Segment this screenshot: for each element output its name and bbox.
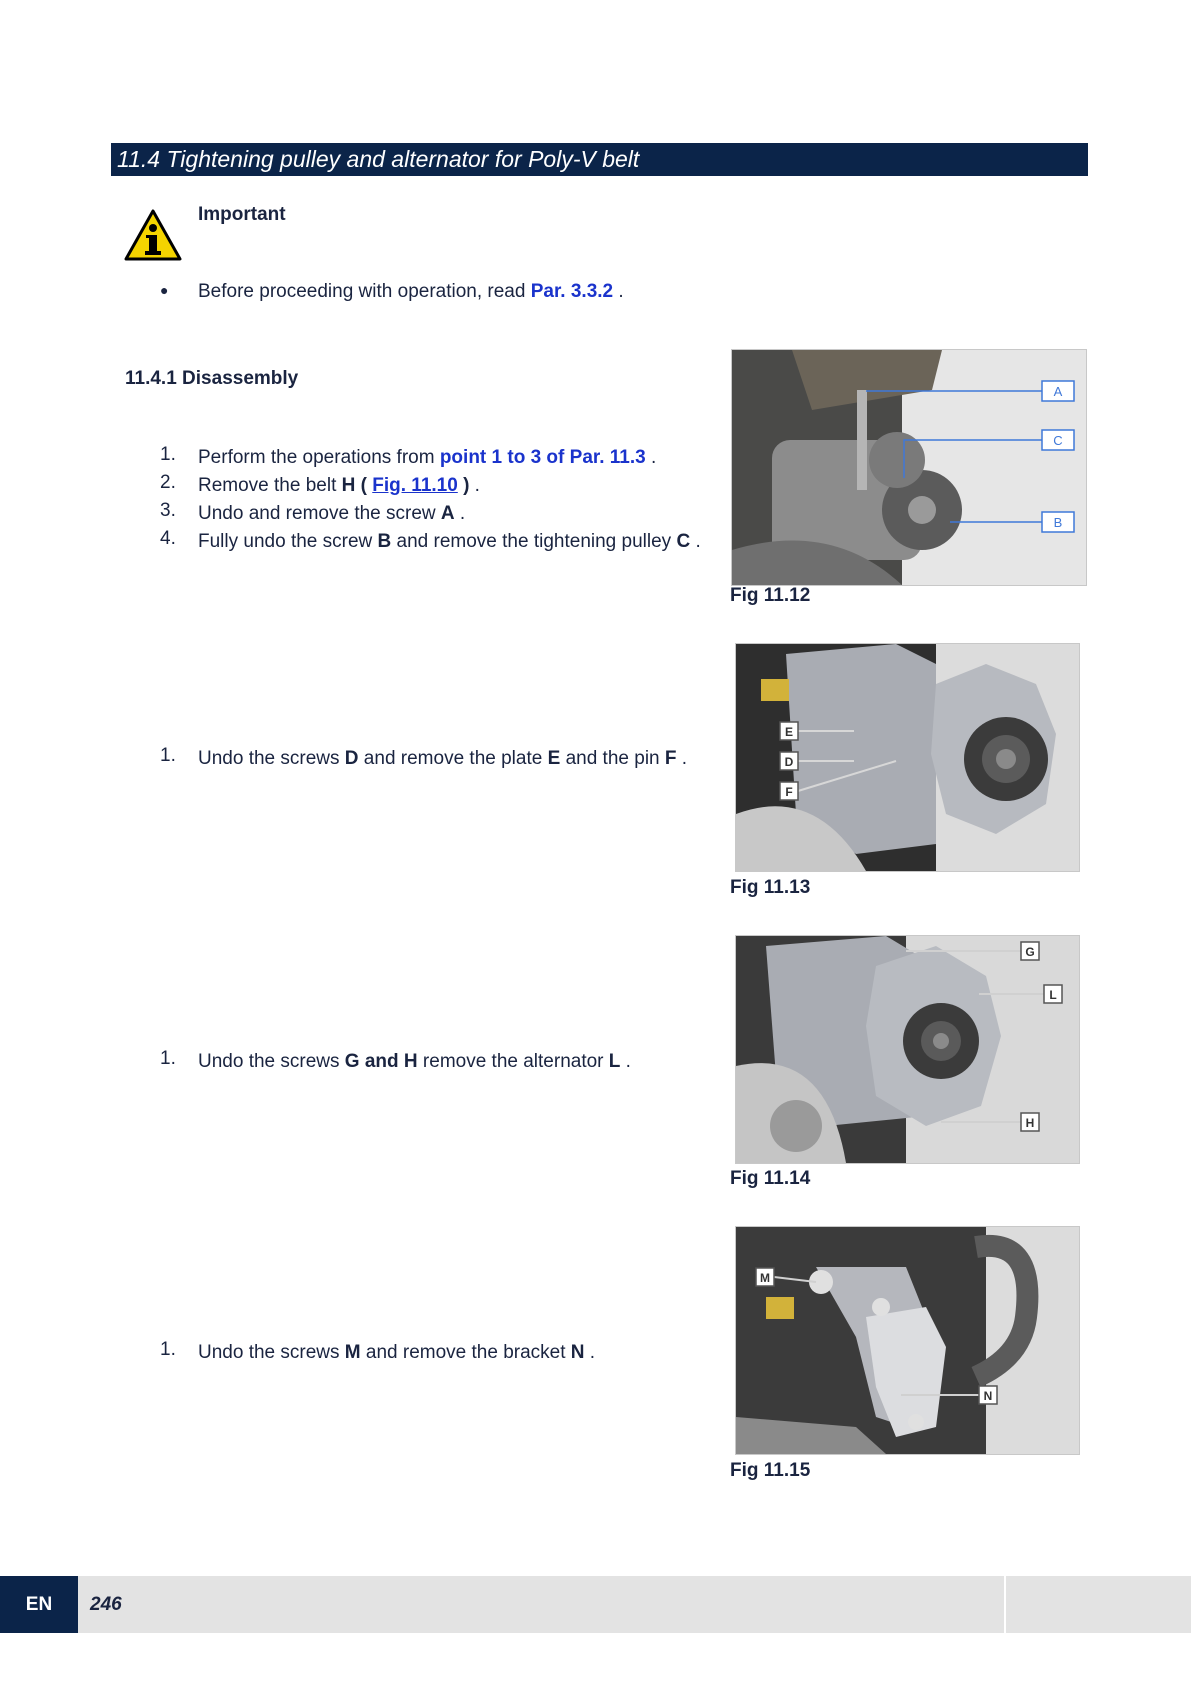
step-text: .: [676, 748, 688, 769]
step-text: Undo the screws: [198, 1051, 345, 1072]
step-text: .: [584, 1342, 596, 1363]
steps-group-4: [160, 1340, 710, 1368]
step-number: 1.: [160, 1339, 176, 1360]
step-number: 4.: [160, 528, 176, 549]
step-text: and remove the plate: [358, 748, 548, 769]
step-text: Undo the screws: [198, 1342, 345, 1363]
figure-label: E: [784, 725, 794, 739]
page-footer: [0, 1576, 1191, 1633]
step-text: Undo and remove the screw: [198, 503, 441, 524]
steps-group-2: [160, 746, 710, 774]
bullet-dot: ●: [160, 282, 169, 298]
list-item: [160, 501, 710, 526]
figure-label: A: [1053, 384, 1063, 399]
section-title: 11.4 Tightening pulley and alternator for Poly-V belt: [111, 143, 1088, 176]
steps-group-3: [160, 1049, 710, 1077]
important-label: Important: [198, 204, 286, 225]
step-text: Perform the operations from: [198, 447, 440, 468]
figure-label: B: [1053, 515, 1063, 530]
step-bold: ): [457, 475, 470, 496]
figure-label: F: [785, 785, 793, 799]
figure-11-15-caption: Fig 11.15: [730, 1460, 811, 1481]
step-bold: L: [608, 1051, 621, 1072]
figure-11-12-image: [731, 349, 1087, 586]
step-bold: F: [664, 748, 677, 769]
step-text: and remove the tightening pulley: [391, 531, 677, 552]
step-bold: C: [676, 531, 691, 552]
page-number: 246: [90, 1594, 122, 1615]
step-text: and the pin: [560, 748, 665, 769]
step-number: 2.: [160, 472, 176, 493]
fig-11-10-link[interactable]: Fig. 11.10: [372, 475, 458, 496]
step-text: Remove the belt: [198, 475, 342, 496]
step-bold: E: [547, 748, 561, 769]
step-text: .: [454, 503, 466, 524]
figure-label: G: [1025, 945, 1035, 959]
list-item: [160, 1340, 710, 1365]
step-bold: M: [344, 1342, 361, 1363]
figure-11-15-image: [735, 1226, 1080, 1455]
step-text: .: [620, 1051, 631, 1072]
figure-11-14-caption: Fig 11.14: [730, 1168, 811, 1189]
step-number: 1.: [160, 745, 176, 766]
step-number: 1.: [160, 444, 176, 465]
step-text: and remove the bracket: [360, 1342, 571, 1363]
step-text: .: [690, 531, 701, 552]
figure-11-13-image: [735, 643, 1080, 872]
point-1-to-3-link[interactable]: point 1 to 3 of Par. 11.3: [439, 447, 646, 468]
figure-11-13-caption: Fig 11.13: [730, 877, 811, 898]
footer-divider: [1004, 1576, 1006, 1633]
figure-label: N: [983, 1389, 993, 1403]
step-bold: A: [440, 503, 455, 524]
step-text: Undo the screws: [198, 748, 345, 769]
figure-label: M: [760, 1271, 770, 1285]
list-item: [160, 746, 710, 771]
step-number: 3.: [160, 500, 176, 521]
step-text: .: [469, 475, 480, 496]
list-item: [160, 1049, 710, 1074]
warning-info-icon: [124, 209, 182, 261]
steps-group-1: [160, 445, 710, 557]
step-bold: D: [344, 748, 359, 769]
step-text: Fully undo the screw: [198, 531, 378, 552]
figure-label: C: [1053, 433, 1063, 448]
disassembly-heading: 11.4.1 Disassembly: [125, 368, 299, 389]
bullet-suffix: .: [613, 281, 624, 302]
important-bullet: [160, 281, 624, 303]
step-number: 1.: [160, 1048, 176, 1069]
step-text: remove the alternator: [417, 1051, 609, 1072]
step-bold: N: [570, 1342, 585, 1363]
figure-label: D: [784, 755, 794, 769]
bullet-text: Before proceeding with operation, read: [198, 281, 531, 302]
language-badge: EN: [0, 1576, 78, 1633]
step-text: .: [645, 447, 657, 468]
step-bold: G and H: [344, 1051, 418, 1072]
figure-label: H: [1025, 1116, 1035, 1130]
list-item: [160, 473, 710, 498]
par-3-3-2-link[interactable]: Par. 3.3.2: [530, 281, 614, 302]
step-bold: B: [377, 531, 392, 552]
list-item: [160, 445, 710, 470]
list-item: [160, 529, 710, 554]
step-bold: H (: [341, 475, 367, 496]
figure-11-12-caption: Fig 11.12: [730, 585, 811, 606]
figure-label: L: [1049, 988, 1057, 1002]
figure-11-14-image: [735, 935, 1080, 1164]
